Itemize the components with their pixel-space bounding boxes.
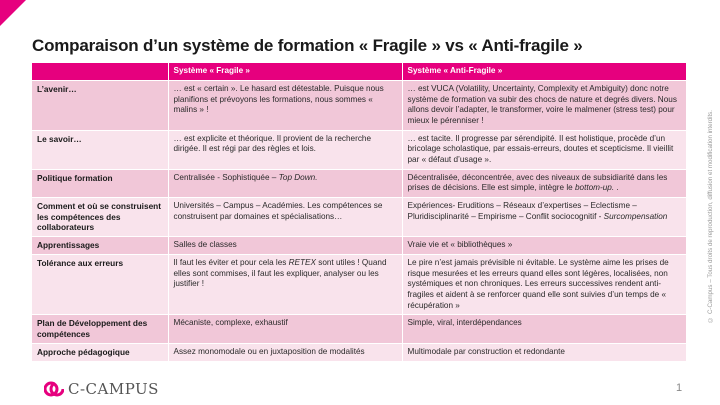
anti-fragile-cell: … est VUCA (Volatility, Uncertainty, Complexity et Ambiguity) donc notre système de formation va subir des chocs de nature et degrés divers. Nous allons devoir l’adapter, le transformer, voire le malmener (stress test) pour mieux le pérenniser ! bbox=[402, 81, 686, 131]
comparison-table bbox=[32, 63, 687, 361]
anti-fragile-cell: Simple, viral, interdépendances bbox=[402, 315, 686, 344]
row-label: Apprentissages bbox=[32, 237, 168, 255]
anti-fragile-cell: … est tacite. Il progresse par sérendipité. Il est holistique, procède d’un bricolage scholastique, par essais-erreurs, doutes et scepticisme. Il vieillit par « défaut d’usage ». bbox=[402, 130, 686, 169]
table-row bbox=[32, 130, 686, 169]
header-fragile: Système « Fragile » bbox=[168, 63, 402, 81]
fragile-cell bbox=[168, 255, 402, 315]
table-row bbox=[32, 237, 686, 255]
fragile-cell: Assez monomodale ou en juxtaposition de modalités bbox=[168, 343, 402, 360]
cell-text: . bbox=[614, 183, 619, 193]
cell-text-italic: bottom-up. bbox=[574, 183, 615, 193]
anti-fragile-cell bbox=[402, 197, 686, 236]
header-empty bbox=[32, 63, 168, 81]
page-number: 1 bbox=[676, 382, 683, 394]
header-anti-fragile: Système « Anti-Fragile » bbox=[402, 63, 686, 81]
row-label: Approche pédagogique bbox=[32, 343, 168, 360]
table-row bbox=[32, 343, 686, 360]
fragile-cell: Mécaniste, complexe, exhaustif bbox=[168, 315, 402, 344]
table-row bbox=[32, 81, 686, 131]
cell-text-italic: Top Down. bbox=[278, 172, 318, 182]
fragile-cell: … est « certain ». Le hasard est détestable. Puisque nous planifions et prévoyons les formations, nous sommes « malins » ! bbox=[168, 81, 402, 131]
fragile-cell bbox=[168, 169, 402, 197]
anti-fragile-cell: Multimodale par construction et redondante bbox=[402, 343, 686, 360]
cell-text: Il faut les éviter et pour cela les bbox=[173, 258, 289, 268]
comparison-table-container bbox=[32, 63, 686, 361]
cell-text: sont utiles ! Quand elles sont commises, il faut les expliquer, analyser ou les justifier ! bbox=[173, 258, 387, 289]
anti-fragile-cell: Le pire n’est jamais prévisible ni évitable. Le système aime les prises de risque mesurées et les erreurs quand elles sont légères, localisées, non systémiques et non chroniques. Les erreurs successives rendent anti-fragiles et aident à se renforcer quand elle sont suivies d’un temps de « récupération » bbox=[402, 255, 686, 315]
slide-title: Comparaison d’un système de formation « Fragile » vs « Anti-fragile » bbox=[32, 36, 583, 55]
anti-fragile-cell bbox=[402, 169, 686, 197]
cell-text-italic: RETEX bbox=[288, 258, 316, 268]
row-label: L’avenir… bbox=[32, 81, 168, 131]
table-row bbox=[32, 255, 686, 315]
corner-accent bbox=[0, 0, 26, 26]
cell-text: Décentralisée, déconcentrée, avec des niveaux de subsidiarité dans les prises de décisions. Elle est simple, intègre le bbox=[407, 172, 668, 193]
table-row bbox=[32, 315, 686, 344]
row-label: Le savoir… bbox=[32, 130, 168, 169]
row-label: Politique formation bbox=[32, 169, 168, 197]
cell-text-italic: Surcompensation bbox=[603, 211, 668, 221]
logo-wordmark: C-CAMPUS bbox=[68, 380, 159, 398]
fragile-cell: Universités – Campus – Académies. Les compétences se construisent par domaines et spécialisations… bbox=[168, 197, 402, 236]
c-campus-logo bbox=[44, 379, 159, 399]
table-row bbox=[32, 169, 686, 197]
row-label: Tolérance aux erreurs bbox=[32, 255, 168, 315]
c-campus-logo-icon bbox=[44, 379, 64, 399]
copyright-watermark: © C-Campus – Tous droits de reproduction, diffusion et modification interdits. bbox=[707, 110, 714, 323]
cell-text: Expériences- Eruditions – Réseaux d’expertises – Eclectisme – Pluridisciplinarité – Empirisme – Conflit sociocognitif - bbox=[407, 200, 637, 221]
row-label: Comment et où se construisent les compétences des collaborateurs bbox=[32, 197, 168, 236]
fragile-cell: Salles de classes bbox=[168, 237, 402, 255]
anti-fragile-cell: Vraie vie et « bibliothèques » bbox=[402, 237, 686, 255]
row-label: Plan de Développement des compétences bbox=[32, 315, 168, 344]
cell-text: Centralisée - Sophistiquée – bbox=[173, 172, 279, 182]
fragile-cell: … est explicite et théorique. Il provient de la recherche dirigée. Il est régi par des règles et lois. bbox=[168, 130, 402, 169]
table-row bbox=[32, 197, 686, 236]
table-header-row bbox=[32, 63, 686, 81]
